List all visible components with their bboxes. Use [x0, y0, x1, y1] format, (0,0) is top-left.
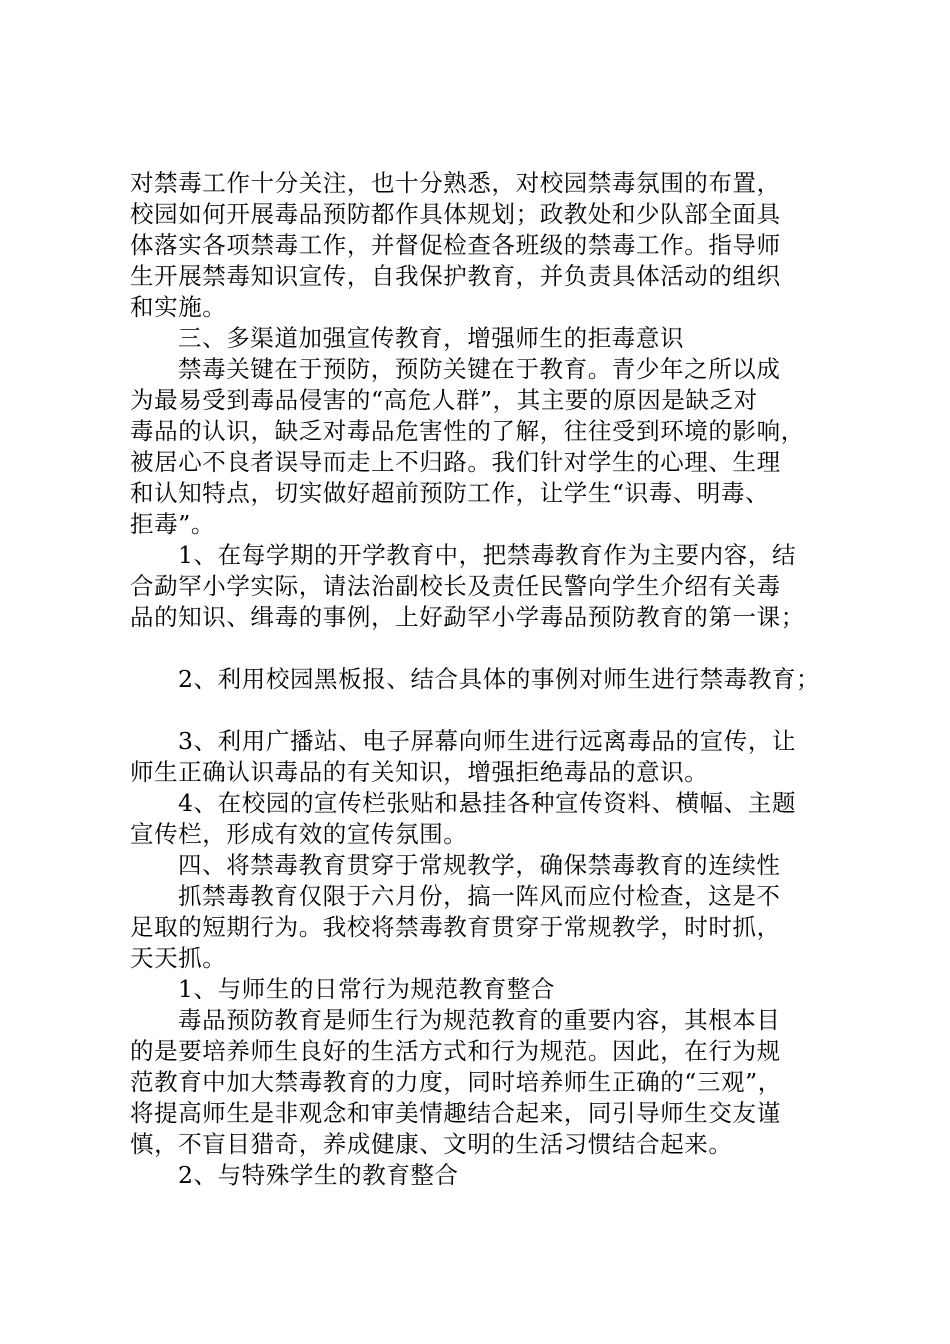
body-text-line: 和认知特点，切实做好超前预防工作，让学生“识毒、明毒、	[130, 479, 770, 507]
blank-line	[130, 695, 835, 726]
section-heading: 三、多渠道加强宣传教育，增强师生的拒毒意识	[178, 324, 685, 352]
body-text-line: 生开展禁毒知识宣传，自我保护教育，并负责具体活动的组织	[130, 262, 781, 290]
body-text-line: 校园如何开展毒品预防都作具体规划；政教处和少队部全面具	[130, 200, 781, 228]
body-text-line: 范教育中加大禁毒教育的力度，同时培养师生正确的“三观”，	[130, 1068, 782, 1096]
section-heading: 四、将禁毒教育贯穿于常规教学，确保禁毒教育的连续性	[178, 851, 781, 879]
body-text-line: 足取的短期行为。我校将禁毒教育贯穿于常规教学，时时抓，	[130, 913, 781, 941]
body-text-line: 体落实各项禁毒工作，并督促检查各班级的禁毒工作。指导师	[130, 231, 781, 259]
document-page	[130, 168, 835, 1191]
body-text-line: 为最易受到毒品侵害的“高危人群”，其主要的原因是缺乏对	[130, 386, 758, 414]
list-item-line: 合勐罕小学实际，请法治副校长及责任民警向学生介绍有关毒	[130, 572, 781, 600]
subsection-heading: 1、与师生的日常行为规范教育整合	[178, 975, 556, 1003]
body-text-line: 拒毒”。	[130, 510, 215, 538]
body-text-line: 天天抓。	[130, 944, 227, 972]
list-item-line: 1、在每学期的开学教育中，把禁毒教育作为主要内容，结	[178, 541, 797, 569]
body-text-line: 毒品的认识，缺乏对毒品危害性的了解，往往受到环境的影响，	[130, 417, 805, 445]
body-text-line: 慎，不盲目猎奇，养成健康、文明的生活习惯结合起来。	[130, 1130, 733, 1158]
body-text-line: 的是要培养师生良好的生活方式和行为规范。因此，在行为规	[130, 1037, 781, 1065]
body-text-line: 被居心不良者误导而走上不归路。我们针对学生的心理、生理	[130, 448, 781, 476]
list-item-line: 2、利用校园黑板报、结合具体的事例对师生进行禁毒教育；	[178, 665, 821, 693]
body-text-line: 对禁毒工作十分关注，也十分熟悉，对校园禁毒氛围的布置，	[130, 169, 781, 197]
body-text-line: 和实施。	[130, 293, 227, 321]
list-item-line: 品的知识、缉毒的事例，上好勐罕小学毒品预防教育的第一课；	[130, 603, 805, 631]
body-text-line: 毒品预防教育是师生行为规范教育的重要内容，其根本目	[178, 1006, 781, 1034]
body-text-line: 将提高师生是非观念和审美情趣结合起来，同引导师生交友谨	[130, 1099, 781, 1127]
blank-line	[130, 633, 835, 664]
list-item-line: 3、利用广播站、电子屏幕向师生进行远离毒品的宣传，让	[178, 727, 797, 755]
list-item-line: 4、在校园的宣传栏张贴和悬挂各种宣传资料、横幅、主题	[178, 789, 797, 817]
subsection-heading: 2、与特殊学生的教育整合	[178, 1161, 459, 1189]
body-text-line: 抓禁毒教育仅限于六月份，搞一阵风而应付检查，这是不	[178, 882, 781, 910]
body-text-line: 禁毒关键在于预防，预防关键在于教育。青少年之所以成	[178, 355, 781, 383]
list-item-line: 宣传栏，形成有效的宣传氛围。	[130, 820, 468, 848]
list-item-line: 师生正确认识毒品的有关知识，增强拒绝毒品的意识。	[130, 758, 709, 786]
